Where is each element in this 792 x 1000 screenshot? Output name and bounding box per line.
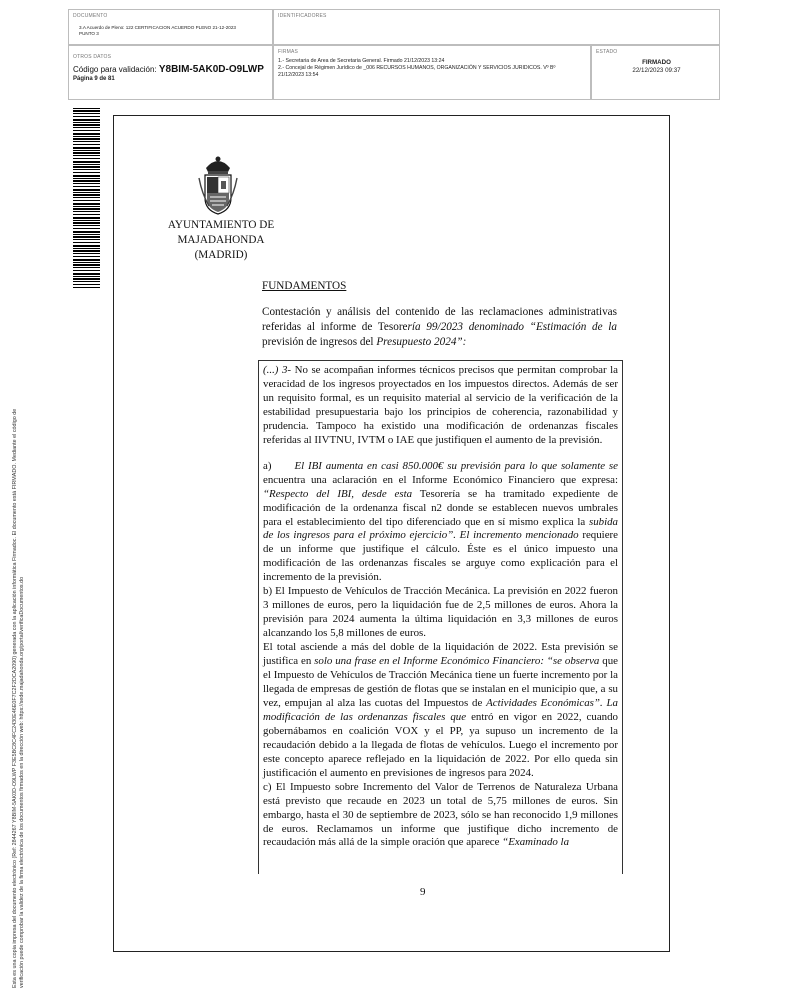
firma-1: 1.- Secretaria de Area de Secretaria General. Firmado 21/12/2023 13:24 bbox=[278, 58, 445, 64]
quote-a-5: subida de los ingresos para el próximo ejercicio”. El incremento mencionado bbox=[263, 515, 618, 542]
intro-text-a: Contestación y análisis del contenido de las reclamaciones administrativas referidas al informe de Tesore bbox=[262, 306, 617, 333]
validation-code-prefix: Código para validación: bbox=[73, 65, 157, 74]
quote-b2-4: Actividades Económicas”. La modificación de las ordenanzas fiscales que bbox=[263, 696, 618, 723]
quote-a-4: Tesorería se ha tramitado expediente de modificación de la ordenanza fiscal n2 donde se establecen nuevos umbrales para el establecimiento del tipo diferenciado que en sí mismo explica la bbox=[263, 487, 618, 528]
letterhead-line-3: (MADRID) bbox=[194, 248, 248, 261]
header-estado-box bbox=[591, 45, 720, 100]
quote-item-a bbox=[263, 460, 618, 586]
quote-a-6: requiere de un informe que justifique el cálculo. Éste es el único impuesto una modificación de las ordenanzas fiscales se arguye como explicación para el incremento de la previsión. bbox=[263, 529, 618, 584]
header-otros-datos-box bbox=[68, 45, 273, 100]
intro-paragraph bbox=[262, 305, 617, 350]
documento-value: 3.A Acuerdo de Pleno: 122 CERTIFICACION ACUERDO PLENO 21-12-2023 bbox=[79, 25, 236, 30]
quote-b2-1: El total asciende a más del doble de la liquidación de 2022. Esta previsión se justifica en bbox=[263, 641, 618, 668]
verification-side-text-line1: Esta es una copia impresa del documento electrónico (Ref: 2844267 Y8BIM-5AK0D-O9LWP F3E5BC8C4FC2430E46E0F7C2F2DCA2090) generada con la aplicación informática Firmadoc. El documento está FIRMADO. Mediante el código de bbox=[12, 408, 18, 988]
estado-label: ESTADO bbox=[596, 49, 618, 55]
firmas-label: FIRMAS bbox=[278, 49, 299, 55]
quote-a-3: “Respecto del IBI, desde esta bbox=[263, 487, 413, 500]
quote-b2-2: solo una frase en el Informe Económico Financiero: “se observa bbox=[314, 655, 600, 668]
intro-text-b: ría 99/2023 denominado “Estimación de la bbox=[407, 320, 617, 333]
section-heading: FUNDAMENTOS bbox=[262, 280, 347, 292]
firma-2: 2.- Concejal de Régimen Jurídico de _006 RECURSOS HUMANOS, ORGANIZACIÓN Y SERVICIOS JURIDICOS. Vº Bº bbox=[278, 65, 556, 71]
quote-c-2: “Examinado la bbox=[502, 836, 570, 849]
quote-paragraph-1 bbox=[263, 364, 618, 448]
page-count: Página 9 de 81 bbox=[73, 76, 115, 82]
quote-item-b: b) El Impuesto de Vehículos de Tracción Mecánica. La previsión en 2022 fueron 3 millones de euros, pero la liquidación fue de 2,5 millones de euros. Ahora la previsión para 2024 aumenta la última liquidación en 3,3 millones de euros alcanzando los 5,8 millones de euros. bbox=[263, 585, 618, 640]
page-number: 9 bbox=[420, 886, 426, 898]
documento-label: DOCUMENTO bbox=[73, 13, 108, 19]
validation-code bbox=[73, 64, 264, 75]
letterhead-line-2: MAJADAHONDA bbox=[177, 233, 265, 246]
verification-side-text bbox=[12, 298, 27, 988]
quote-p1-lead: (...) 3- bbox=[263, 364, 292, 376]
identificadores-label: IDENTIFICADORES bbox=[278, 13, 327, 19]
quote-a-marker: a) bbox=[263, 459, 272, 472]
quote-c-1: c) El Impuesto sobre Incremento del Valor de Terrenos de Naturaleza Urbana está previsto que recaude en 2023 un total de 5,75 millones de euros. Sin embargo, hasta el 30 de septiembre de 2023, sólo se han reconocido 1,9 millones de euros. Reclamamos un informe que justifique dicho incremento de recaudación más allá de la simple oración que aparece bbox=[263, 780, 618, 849]
verification-side-text-line2: verificación puede comprobar la validez de la firma electrónica de los documentos firmados en la dirección web: https://sede.majadahonda.org/portal/verificaDocumentos.do bbox=[19, 576, 26, 988]
otros-datos-label: OTROS DATOS bbox=[73, 54, 112, 60]
documento-value-2: PUNTO 3 bbox=[79, 31, 99, 36]
quote-item-c bbox=[263, 781, 618, 851]
barcode bbox=[73, 108, 100, 288]
quote-a-1: El IBI aumenta en casi 850.000€ su previsión para lo que solamente se bbox=[294, 459, 619, 472]
estado-value: FIRMADO bbox=[642, 59, 671, 66]
firma-2-date: 21/12/2023 13:54 bbox=[278, 72, 319, 78]
quote-a-2: encuentra una aclaración en el Informe Económico Financiero que expresa: bbox=[263, 473, 618, 486]
header-identificadores-box bbox=[273, 9, 720, 45]
quote-p1-body: No se acompañan informes técnicos precisos que permitan comprobar la veracidad de los ingresos proyectados en los impuestos directos. Además de ser un requisito formal, es un requisito material al servicio de la verificación de la estabilidad presupuestaria bajo los principios de coherencia, razonabilidad y prudencia. Tampoco ha existido una modificación de ordenanzas fiscales referidas al IIVTNU, IVTM o IAE que justifiquen el aumento de la previsión. bbox=[263, 364, 618, 446]
letterhead bbox=[150, 218, 292, 263]
quote-b2-5: entró en vigor en 2022, cuando gobernábamos en coalición VOX y el PP, ya supuso un incremento de la recaudación debido a la llegada de flotas de vehículos. Luego el incremento por este concepto aparece reflejado en la liquidación de 2022. Por ello queda sin justificación el aumento en previsiones de ingresos para 2024. bbox=[263, 710, 619, 779]
quoted-claim-box bbox=[258, 360, 623, 874]
intro-text-c: previsión de ingresos del bbox=[262, 335, 377, 348]
intro-text-d: Presupuesto 2024”: bbox=[376, 335, 467, 348]
header-firmas-box bbox=[273, 45, 591, 100]
letterhead-line-1: AYUNTAMIENTO DE bbox=[167, 219, 275, 231]
header-documento-box bbox=[68, 9, 273, 45]
quote-item-b-continued bbox=[263, 641, 618, 781]
municipal-crest-icon bbox=[197, 154, 239, 218]
validation-code-value: Y8BIM-5AK0D-O9LWP bbox=[158, 64, 264, 75]
estado-date: 22/12/2023 09:37 bbox=[632, 67, 681, 74]
quote-b2-3: que el Impuesto de Vehículos de Tracción Mecánica tiene un fuerte incremento por la llegada de empresas de gestión de flotas que se instalan en el municipio que, a su vez, empujan al alza las cuotas del Impuestos de bbox=[263, 655, 618, 709]
